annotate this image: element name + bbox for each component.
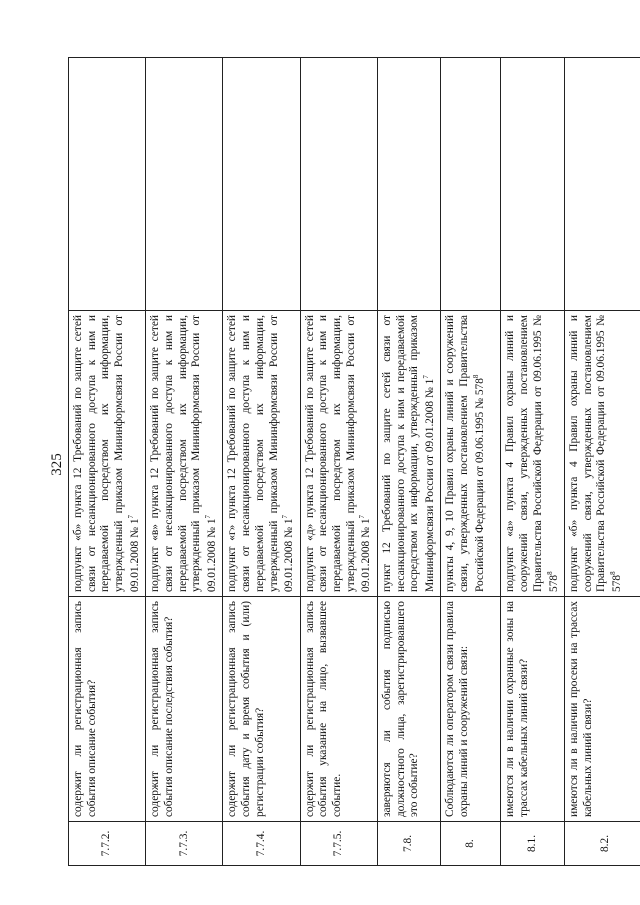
item-number: 7.8. xyxy=(377,822,441,866)
legal-basis-cell: подпункт «д» пункта 12 Требований по защите сетей связи от несанкционированного доступа к ним и передаваемой посредством их информации, утвержденный приказом Мининформсвязи России от 09.01.2008 № $1^7$ xyxy=(300,311,377,597)
item-number: 8.2. xyxy=(565,822,640,866)
table-row xyxy=(441,58,501,866)
item-number: 7.7.5. xyxy=(300,822,377,866)
rotated-table-frame xyxy=(68,58,623,866)
question-cell: содержит ли регистрационная запись события дату и время события и (или) регистрации события? xyxy=(223,597,300,822)
note-cell xyxy=(441,58,501,311)
note-cell xyxy=(69,58,146,311)
item-number: 7.7.2. xyxy=(69,822,146,866)
note-cell xyxy=(377,58,441,311)
question-cell: имеются ли в наличии охранные зоны на трассах кабельных линий связи? xyxy=(501,597,565,822)
table-row xyxy=(501,58,565,866)
note-cell xyxy=(501,58,565,311)
legal-basis-cell: подпункт «а» пункта 4 Правил охраны линий и сооружений связи, утвержденных постановлением Правительства Российской Федерации от 09.06.1995 № $578^8$ xyxy=(501,311,565,597)
checklist-table xyxy=(68,57,640,866)
question-cell: заверяются ли события подписью должностного лица, зарегистрировавшего это событие? xyxy=(377,597,441,822)
table-row xyxy=(223,58,300,866)
note-cell xyxy=(223,58,300,311)
legal-basis-cell: пункты 4, 9, 10 Правил охраны линий и сооружений связи, утвержденных постановлением Правительства Российской Федерации от 09.06.1995 № $578^8$ xyxy=(441,311,501,597)
legal-basis-cell: пункт 12 Требований по защите сетей связи от несанкционированного доступа к ним и передаваемой посредством их информации, утвержденный приказом Мининформсвязи России от 09.01.2008 № $1^7$ xyxy=(377,311,441,597)
legal-basis-cell: подпункт «в» пункта 12 Требований по защите сетей связи от несанкционированного доступа к ним и передаваемой посредством их информации, утвержденный приказом Мининформсвязи России от 09.01.2008 № $1^7$ xyxy=(146,311,223,597)
note-cell xyxy=(565,58,640,311)
legal-basis-cell: подпункт «б» пункта 12 Требований по защите сетей связи от несанкционированного доступа к ним и передаваемой посредством их информации, утвержденный приказом Мининформсвязи России от 09.01.2008 № $1^7$ xyxy=(69,311,146,597)
table-row xyxy=(565,58,640,866)
question-cell: Соблюдаются ли оператором связи правила охраны линий и сооружений связи: xyxy=(441,597,501,822)
note-cell xyxy=(146,58,223,311)
checklist-sheet xyxy=(68,58,623,866)
table-row xyxy=(300,58,377,866)
item-number: 8.1. xyxy=(501,822,565,866)
table-row xyxy=(146,58,223,866)
legal-basis-cell: подпункт «г» пункта 12 Требований по защите сетей связи от несанкционированного доступа к ним и передаваемой посредством их информации, утвержденный приказом Мининформсвязи России от 09.01.2008 № $1^7$ xyxy=(223,311,300,597)
table-row xyxy=(69,58,146,866)
item-number: 8. xyxy=(441,822,501,866)
table-row xyxy=(377,58,441,866)
page-number: 325 xyxy=(48,452,65,476)
question-cell: содержит ли регистрационная запись события описание последствия события? xyxy=(146,597,223,822)
question-cell: содержит ли регистрационная запись события описание события? xyxy=(69,597,146,822)
item-number: 7.7.4. xyxy=(223,822,300,866)
question-cell: содержит ли регистрационная запись события указание на лицо, вызвавшее событие. xyxy=(300,597,377,822)
legal-basis-cell: подпункт «б» пункта 4 Правил охраны линий и сооружений связи, утвержденных постановлением Правительства Российской Федерации от 09.06.1995 № $578^8$ xyxy=(565,311,640,597)
note-cell xyxy=(300,58,377,311)
question-cell: имеются ли в наличии просеки на трассах кабельных линий связи? xyxy=(565,597,640,822)
item-number: 7.7.3. xyxy=(146,822,223,866)
